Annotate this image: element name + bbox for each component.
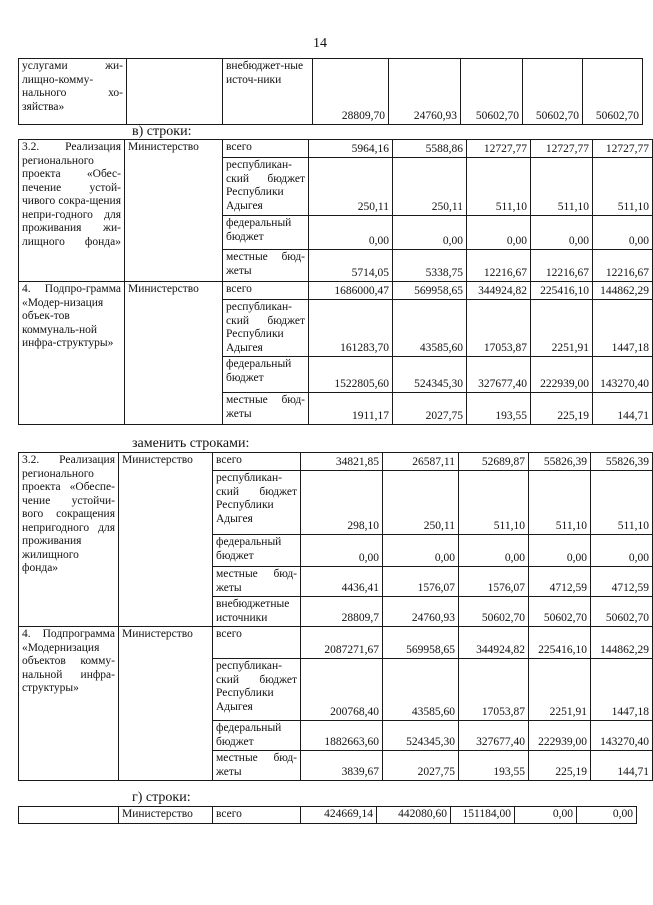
- amount-cell: 225416,10: [531, 282, 593, 300]
- amount-cell: 250,11: [383, 471, 459, 535]
- amount-cell: 50602,70: [591, 597, 653, 627]
- ministry-cell: Министерство: [119, 627, 213, 781]
- amount-cell: 344924,82: [459, 627, 529, 659]
- amount-cell: 0,00: [467, 216, 531, 250]
- amount-cell: 5714,05: [309, 250, 393, 282]
- amount-cell: 12216,67: [531, 250, 593, 282]
- amount-cell: 26587,11: [383, 453, 459, 471]
- amount-cell: 0,00: [529, 535, 591, 567]
- amount-cell: 0,00: [459, 535, 529, 567]
- amount-cell: 4712,59: [529, 567, 591, 597]
- amount-cell: 50602,70: [529, 597, 591, 627]
- program-name-cell: услугами жи-лищно-комму-нального хо-зяйства»: [19, 59, 127, 125]
- program-name-cell: [19, 807, 119, 824]
- funding-source-cell: всего: [223, 140, 309, 158]
- amount-cell: 144,71: [593, 393, 653, 425]
- amount-cell: 0,00: [301, 535, 383, 567]
- amount-cell: 0,00: [591, 535, 653, 567]
- amount-cell: 327677,40: [467, 357, 531, 393]
- amount-cell: 55826,39: [529, 453, 591, 471]
- amount-cell: 2251,91: [529, 659, 591, 721]
- ministry-cell: Министерство: [119, 453, 213, 627]
- amount-cell: 34821,85: [301, 453, 383, 471]
- amount-cell: 1882663,60: [301, 721, 383, 751]
- amount-cell: 0,00: [577, 807, 637, 824]
- amount-cell: 12727,77: [531, 140, 593, 158]
- funding-source-cell: федеральный бюджет: [223, 357, 309, 393]
- amount-cell: 12727,77: [593, 140, 653, 158]
- amount-cell: 43585,60: [383, 659, 459, 721]
- amount-cell: 442080,60: [377, 807, 451, 824]
- amount-cell: 344924,82: [467, 282, 531, 300]
- program-name-cell: 4. Подпро-грамма «Модер-низация объек-тов коммуналь-ной инфра-структуры»: [19, 282, 125, 425]
- table-row: [19, 282, 653, 300]
- funding-source-cell: федеральный бюджет: [213, 721, 301, 751]
- amount-cell: 43585,60: [393, 300, 467, 357]
- funding-source-cell: республикан-ский бюджет Республики Адыгея: [223, 158, 309, 216]
- amount-cell: 17053,87: [459, 659, 529, 721]
- section-heading-g: г) строки:: [132, 790, 191, 805]
- funding-source-cell: республикан-ский бюджет Республики Адыгея: [213, 659, 301, 721]
- amount-cell: 12216,67: [593, 250, 653, 282]
- budget-table-replacement: [18, 452, 653, 781]
- amount-cell: 4436,41: [301, 567, 383, 597]
- budget-table-continuation: [18, 58, 643, 125]
- program-name-cell: 4. Подпрограмма «Модернизация объектов комму-нальной инфра-структуры»: [19, 627, 119, 781]
- amount-cell: 569958,65: [383, 627, 459, 659]
- amount-cell: 1447,18: [593, 300, 653, 357]
- amount-cell: 144862,29: [591, 627, 653, 659]
- amount-cell: 4712,59: [591, 567, 653, 597]
- page-number: 14: [313, 36, 327, 51]
- amount-cell: 1447,18: [591, 659, 653, 721]
- amount-cell: 0,00: [393, 216, 467, 250]
- table-row: [19, 59, 643, 125]
- amount-cell: 511,10: [531, 158, 593, 216]
- funding-source-cell: республикан-ский бюджет Республики Адыгея: [223, 300, 309, 357]
- amount-cell: 524345,30: [393, 357, 467, 393]
- amount-cell: 2251,91: [531, 300, 593, 357]
- amount-cell: 5964,16: [309, 140, 393, 158]
- funding-source-cell: внебюджет-ные источ-ники: [223, 59, 313, 125]
- amount-cell: 50602,70: [459, 597, 529, 627]
- amount-cell: 24760,93: [383, 597, 459, 627]
- amount-cell: 193,55: [459, 751, 529, 781]
- funding-source-cell: всего: [223, 282, 309, 300]
- amount-cell: 5588,86: [393, 140, 467, 158]
- amount-cell: 12727,77: [467, 140, 531, 158]
- ministry-cell: [127, 59, 223, 125]
- program-name-cell: 3.2. Реализация регионального проекта «Обеспе-чение устойчи-вого сокращения непригодного для проживания жилищного фонда»: [19, 453, 119, 627]
- amount-cell: 0,00: [531, 216, 593, 250]
- amount-cell: 0,00: [309, 216, 393, 250]
- amount-cell: 55826,39: [591, 453, 653, 471]
- amount-cell: 524345,30: [383, 721, 459, 751]
- budget-table-b: [18, 139, 653, 425]
- funding-source-cell: всего: [213, 627, 301, 659]
- funding-source-cell: местные бюд-жеты: [223, 393, 309, 425]
- funding-source-cell: всего: [213, 453, 301, 471]
- amount-cell: 1576,07: [383, 567, 459, 597]
- amount-cell: 2027,75: [383, 751, 459, 781]
- amount-cell: 327677,40: [459, 721, 529, 751]
- amount-cell: 1576,07: [459, 567, 529, 597]
- amount-cell: 0,00: [383, 535, 459, 567]
- funding-source-cell: местные бюд-жеты: [213, 567, 301, 597]
- amount-cell: 225416,10: [529, 627, 591, 659]
- funding-source-cell: всего: [213, 807, 301, 824]
- amount-cell: 28809,70: [313, 59, 389, 125]
- amount-cell: 144862,29: [593, 282, 653, 300]
- amount-cell: 1911,17: [309, 393, 393, 425]
- amount-cell: 143270,40: [591, 721, 653, 751]
- amount-cell: 17053,87: [467, 300, 531, 357]
- ministry-cell: Министерство: [119, 807, 213, 824]
- amount-cell: 161283,70: [309, 300, 393, 357]
- amount-cell: 569958,65: [393, 282, 467, 300]
- table-row: [19, 140, 653, 158]
- amount-cell: 424669,14: [301, 807, 377, 824]
- section-heading-replace: заменить строками:: [132, 436, 250, 451]
- amount-cell: 511,10: [591, 471, 653, 535]
- amount-cell: 52689,87: [459, 453, 529, 471]
- amount-cell: 511,10: [529, 471, 591, 535]
- amount-cell: 250,11: [393, 158, 467, 216]
- amount-cell: 2027,75: [393, 393, 467, 425]
- amount-cell: 298,10: [301, 471, 383, 535]
- amount-cell: 0,00: [515, 807, 577, 824]
- amount-cell: 12216,67: [467, 250, 531, 282]
- amount-cell: 225,19: [529, 751, 591, 781]
- section-heading-b: в) строки:: [132, 124, 192, 139]
- amount-cell: 151184,00: [451, 807, 515, 824]
- amount-cell: 28809,7: [301, 597, 383, 627]
- program-name-cell: 3.2. Реализация регионального проекта «Обес-печение устой-чивого сокра-щения непри-годного для проживания жи-лищного фонда»: [19, 140, 125, 282]
- amount-cell: 1522805,60: [309, 357, 393, 393]
- amount-cell: 511,10: [467, 158, 531, 216]
- ministry-cell: Министерство: [125, 282, 223, 425]
- amount-cell: 2087271,67: [301, 627, 383, 659]
- amount-cell: 225,19: [531, 393, 593, 425]
- amount-cell: 3839,67: [301, 751, 383, 781]
- amount-cell: 222939,00: [531, 357, 593, 393]
- amount-cell: 24760,93: [389, 59, 461, 125]
- amount-cell: 143270,40: [593, 357, 653, 393]
- amount-cell: 1686000,47: [309, 282, 393, 300]
- amount-cell: 5338,75: [393, 250, 467, 282]
- funding-source-cell: республикан-ский бюджет Республики Адыгея: [213, 471, 301, 535]
- amount-cell: 193,55: [467, 393, 531, 425]
- amount-cell: 50602,70: [583, 59, 643, 125]
- funding-source-cell: местные бюд-жеты: [213, 751, 301, 781]
- amount-cell: 50602,70: [461, 59, 523, 125]
- funding-source-cell: местные бюд-жеты: [223, 250, 309, 282]
- amount-cell: 222939,00: [529, 721, 591, 751]
- table-row: [19, 627, 653, 659]
- table-row: [19, 453, 653, 471]
- amount-cell: 200768,40: [301, 659, 383, 721]
- amount-cell: 50602,70: [523, 59, 583, 125]
- amount-cell: 0,00: [593, 216, 653, 250]
- amount-cell: 511,10: [593, 158, 653, 216]
- funding-source-cell: федеральный бюджет: [223, 216, 309, 250]
- table-row: [19, 807, 637, 824]
- funding-source-cell: внебюджетные источники: [213, 597, 301, 627]
- amount-cell: 250,11: [309, 158, 393, 216]
- ministry-cell: Министерство: [125, 140, 223, 282]
- amount-cell: 511,10: [459, 471, 529, 535]
- funding-source-cell: федеральный бюджет: [213, 535, 301, 567]
- amount-cell: 144,71: [591, 751, 653, 781]
- budget-table-g: [18, 806, 637, 824]
